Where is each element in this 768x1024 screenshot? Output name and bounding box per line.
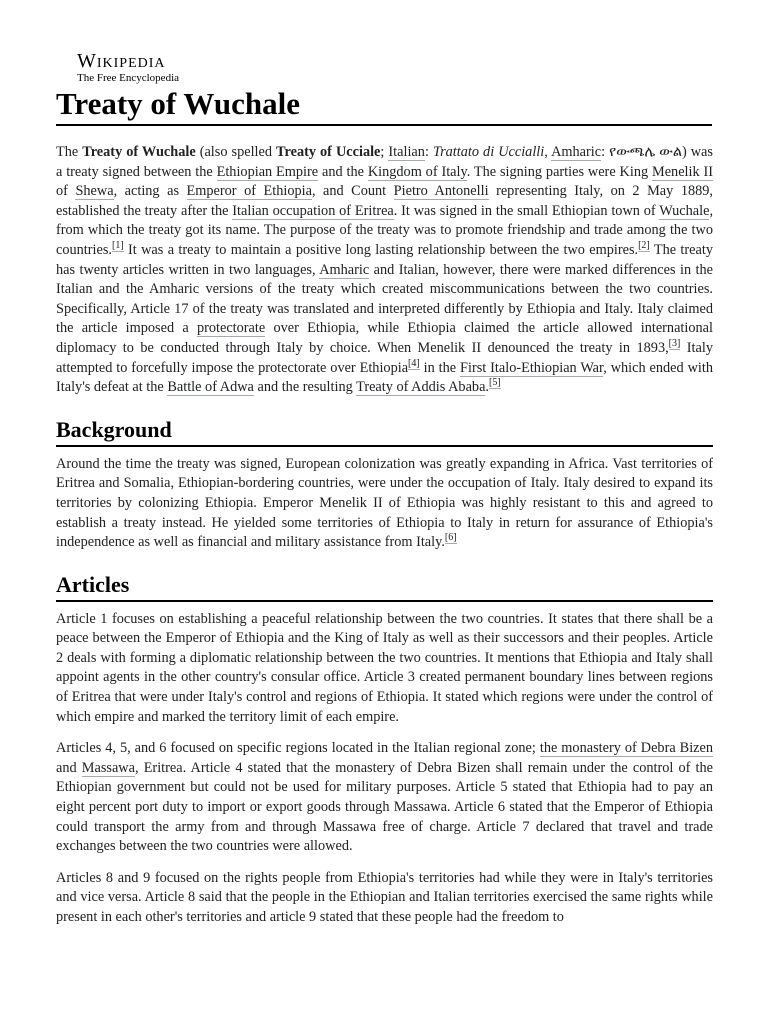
bold-term: Treaty of Ucciale	[276, 144, 381, 160]
bold-term: Treaty of Wuchale	[82, 144, 196, 160]
wikipedia-logo[interactable]	[77, 50, 179, 84]
link-ethiopian-empire[interactable]: Ethiopian Empire	[216, 163, 319, 180]
link-wuchale[interactable]: Wuchale	[659, 202, 710, 219]
link-massawa[interactable]: Massawa	[81, 759, 135, 776]
logo-wordmark: Wikipedia	[77, 50, 166, 72]
link-monastery-of-debra-bizen[interactable]: the monastery of Debra Bizen	[539, 740, 714, 757]
link-emperor-of-ethiopia[interactable]: Emperor of Ethiopia	[186, 183, 312, 200]
article-body	[56, 143, 713, 940]
articles-paragraph-1: Article 1 focuses on establishing a peaceful relationship between the two countries. It states that there shall be a peace between the Emperor of Ethiopia and the King of Italy as well as their successors and their peoples. Article 2 deals with forming a diplomatic relationship between the two countries. It mentions that Ethiopia and Italy shall appoint agents in the other country's consular office. Article 3 created permanent boundary lines between regions of Eritrea that were under Italy's control and regions of Ethiopia. It stated which regions were under the control of which empire and marked the territory limit of each empire.	[56, 610, 713, 725]
page-title: Treaty of Wuchale	[56, 84, 712, 126]
link-pietro-antonelli[interactable]: Pietro Antonelli	[393, 183, 489, 200]
section-heading-background: Background	[56, 416, 713, 447]
italic-term: Trattato di Uccialli	[432, 144, 545, 160]
link-amharic[interactable]: Amharic	[551, 144, 602, 160]
logo-tagline: The Free Encyclopedia	[77, 72, 180, 84]
link-amharic-language[interactable]: Amharic	[319, 261, 370, 278]
citation-1[interactable]: [1]	[111, 240, 124, 252]
link-italian-occupation-of-eritrea[interactable]: Italian occupation of Eritrea	[232, 202, 394, 219]
link-menelik-ii[interactable]: Menelik II	[651, 163, 714, 180]
link-battle-of-adwa[interactable]: Battle of Adwa	[167, 379, 254, 396]
citation-6[interactable]: [6]	[444, 532, 457, 544]
link-first-italo-ethiopian-war[interactable]: First Italo-Ethiopian War	[460, 359, 604, 376]
citation-2[interactable]: [2]	[638, 240, 650, 252]
link-italian[interactable]: Italian	[388, 144, 425, 160]
link-protectorate[interactable]: protectorate	[196, 320, 266, 337]
link-treaty-of-addis-ababa[interactable]: Treaty of Addis Ababa	[356, 379, 486, 396]
citation-3[interactable]: [3]	[668, 338, 681, 350]
citation-4[interactable]: [4]	[408, 357, 420, 369]
section-heading-articles: Articles	[56, 571, 713, 602]
link-shewa[interactable]: Shewa	[75, 183, 114, 200]
background-paragraph: Around the time the treaty was signed, European colonization was greatly expanding in Africa. Vast territories of Eritrea and Somalia, Ethiopian-bordering countries, were under the occupation of Italy. Italy desired to expand its territories by colonizing Ethiopia. Emperor Menelik II of Ethiopia was highly resistant to this and agreed to establish a treaty instead. He yielded some territories of Ethiopia to Italy in return for assurance of Ethiopia's independence as well as financial and military assistance from Italy.[6]	[56, 455, 713, 551]
citation-5[interactable]: [5]	[489, 377, 501, 389]
articles-paragraph-2: Articles 4, 5, and 6 focused on specific regions located in the Italian regional zone; the monastery of Debra Bizen and Massawa, Eritrea. Article 4 stated that the monastery of Debra Bizen shall remain under the control of the Ethiopian government but could not be used for military purposes. Article 5 stated that Ethiopia had to pay an eight percent port duty to import or export goods through Massawa. Article 6 stated that the Emperor of Ethiopia could transport the army from and through Massawa free of charge. Article 7 declared that travel and trade exchanges between the two countries were allowed.	[56, 740, 714, 855]
link-kingdom-of-italy[interactable]: Kingdom of Italy	[367, 163, 467, 180]
articles-paragraph-3: Articles 8 and 9 focused on the rights people from Ethiopia's territories had while they were in Italy's territories and vice versa. Article 8 said that the people in the Ethiopian and Italian territories exercised the same rights while present in each other's territories and article 9 stated that these people had the freedom to	[56, 869, 713, 925]
intro-paragraph: The Treaty of Wuchale (also spelled Treaty of Ucciale; Italian: Trattato di Uccialli, Amharic: የውጫሌ ውል) was a treaty signed between the Ethiopian Empire and the Kingdom of Italy. The signing parties were King Menelik II of Shewa, acting as Emperor of Ethiopia, and Count Pietro Antonelli representing Italy, on 2 May 1889, established the treaty after the Italian occupation of Eritrea. It was signed in the small Ethiopian town of Wuchale, from which the treaty got its name. The purpose of the treaty was to promote friendship and trade among the two countries.[1] It was a treaty to maintain a positive long lasting relationship between the two empires.[2] The treaty has twenty articles written in two languages, Amharic and Italian, however, there were marked differences in the Italian and the Amharic versions of the treaty which created miscommunications between the two countries. Specifically, Article 17 of the treaty was translated and interpreted differently by Ethiopia and Italy. Italy claimed the article imposed a protectorate over Ethiopia, while Ethiopia claimed the article allowed international diplomacy to be conducted through Italy by choice. When Menelik II denounced the treaty in 1893,[3] Italy attempted to forcefully impose the protectorate over Ethiopia[4] in the First Italo-Ethiopian War, which ended with Italy's defeat at the Battle of Adwa and the resulting Treaty of Addis Ababa.[5]	[56, 144, 714, 396]
